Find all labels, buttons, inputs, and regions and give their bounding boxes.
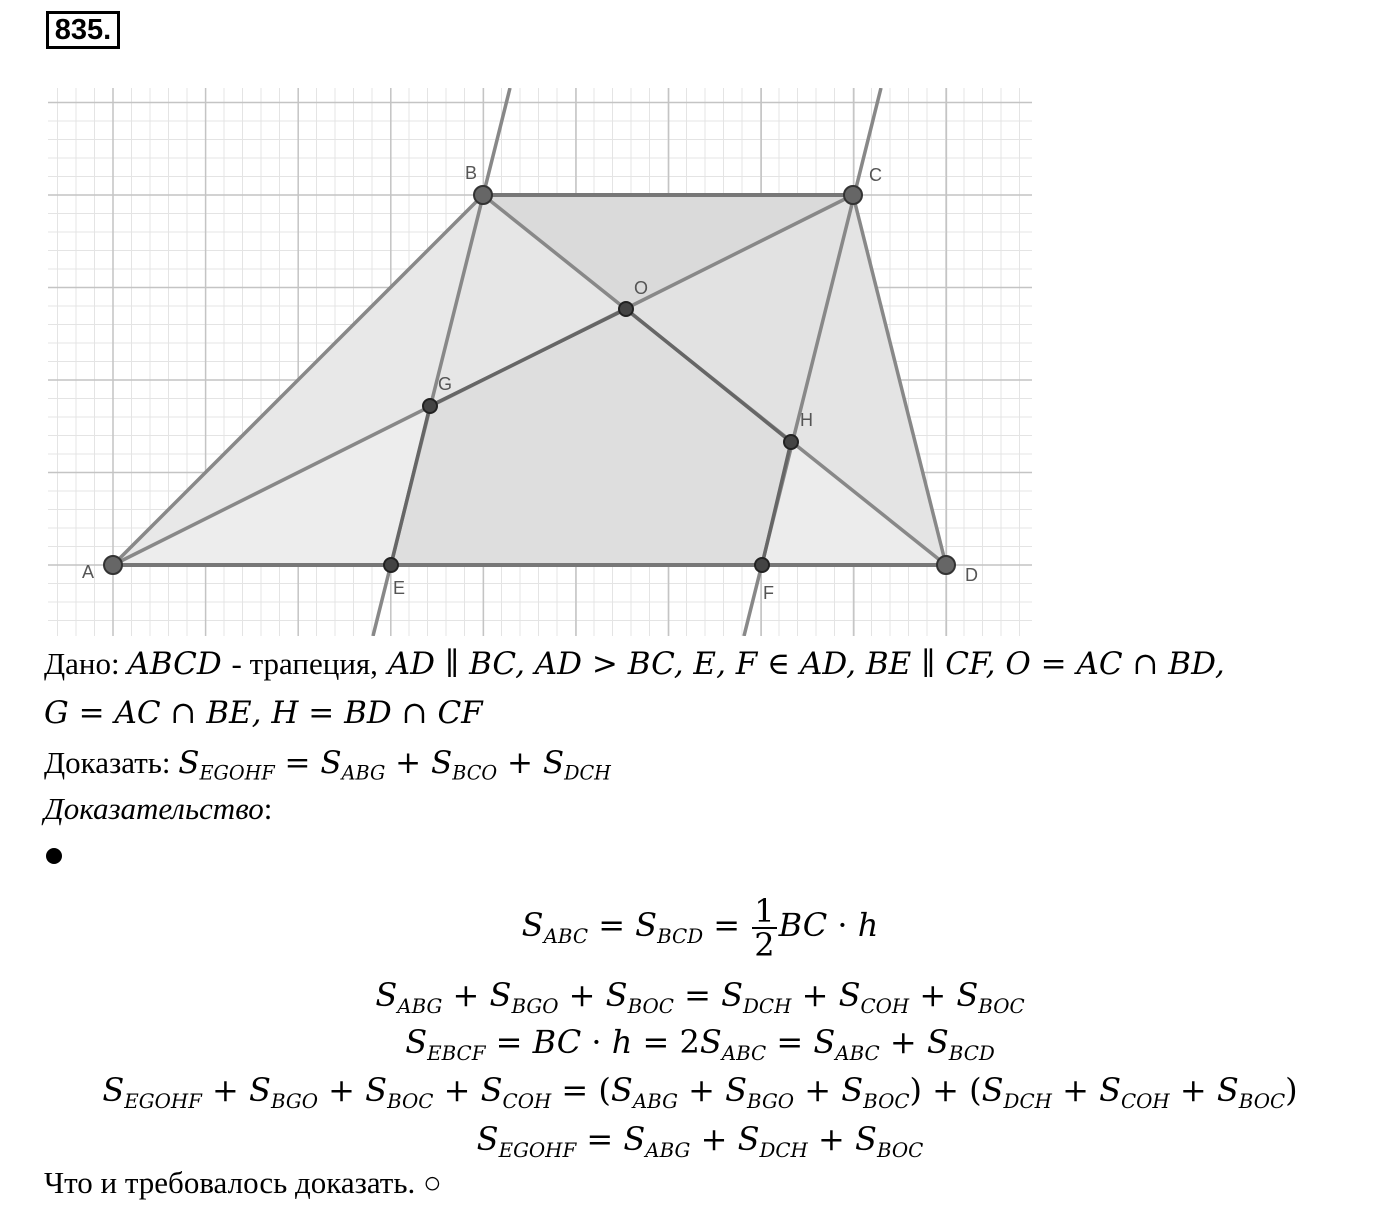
label-d: D — [965, 565, 978, 585]
label-o: O — [634, 278, 649, 298]
point-b — [474, 186, 492, 204]
label-a: A — [82, 562, 95, 582]
equation-4: $S_{EGOHF} + S_{BGO} + S_{BOC} + S_{COH} = (S_{ABG} + S_{BGO} + S_{BOC}) + (S_{DCH} + S_{COH} + S_{BOC})$ — [102, 1071, 1298, 1113]
point-f — [755, 558, 769, 572]
proof-label: Доказательство — [44, 791, 264, 826]
proof-colon: : — [263, 791, 273, 826]
label-e: E — [393, 578, 406, 598]
point-a — [104, 556, 122, 574]
point-c — [844, 186, 862, 204]
label-g: G — [438, 374, 453, 394]
equation-3: $S_{EBCF}$ = BC · $h = 2S_{ABC} = S_{ABC} + S_{BCD}$ — [405, 1023, 995, 1065]
given-line-2: G = AC ∩ BE, H = BD ∩ CF — [44, 695, 483, 731]
label-h: H — [800, 410, 813, 430]
prove-line — [44, 744, 611, 793]
point-h — [784, 435, 798, 449]
proof-heading — [44, 790, 272, 828]
label-f: F — [763, 583, 774, 603]
fraction-one-half: $\frac{1}{2}$ — [754, 891, 775, 964]
equation-5: $S_{EGOHF} = S_{ABG} + S_{DCH} + S_{BOC}$ — [476, 1120, 924, 1162]
point-e — [384, 558, 398, 572]
point-g — [423, 399, 437, 413]
prove-statement: $S_{EGOHF} = S_{ABG} + S_{BCO} + S_{DCH}$ — [178, 745, 611, 785]
prove-label: Доказать: — [44, 745, 171, 780]
given-conditions-1: ABCD - трапеция, AD ∥ BC, AD > BC, E, F ∈ AD, BE ∥ CF, O = AC ∩ BD, — [127, 646, 1225, 682]
label-c: C — [869, 165, 882, 185]
label-b: B — [465, 163, 478, 183]
bullet — [46, 848, 62, 864]
point-d — [937, 556, 955, 574]
equation-1: $S_{ABC} = S_{BCD}$ = $\frac{1}{2}$ BC · h — [521, 891, 879, 964]
conclusion: Что и требовалось доказать. ○ — [44, 1165, 442, 1200]
point-o — [619, 302, 633, 316]
given-line-1 — [44, 645, 1225, 683]
given-label: Дано: — [44, 646, 120, 681]
problem-number: 835. — [46, 11, 120, 49]
equation-2: $S_{ABG} + S_{BGO} + S_{BOC} = S_{DCH} + S_{COH} + S_{BOC}$ — [375, 976, 1025, 1018]
